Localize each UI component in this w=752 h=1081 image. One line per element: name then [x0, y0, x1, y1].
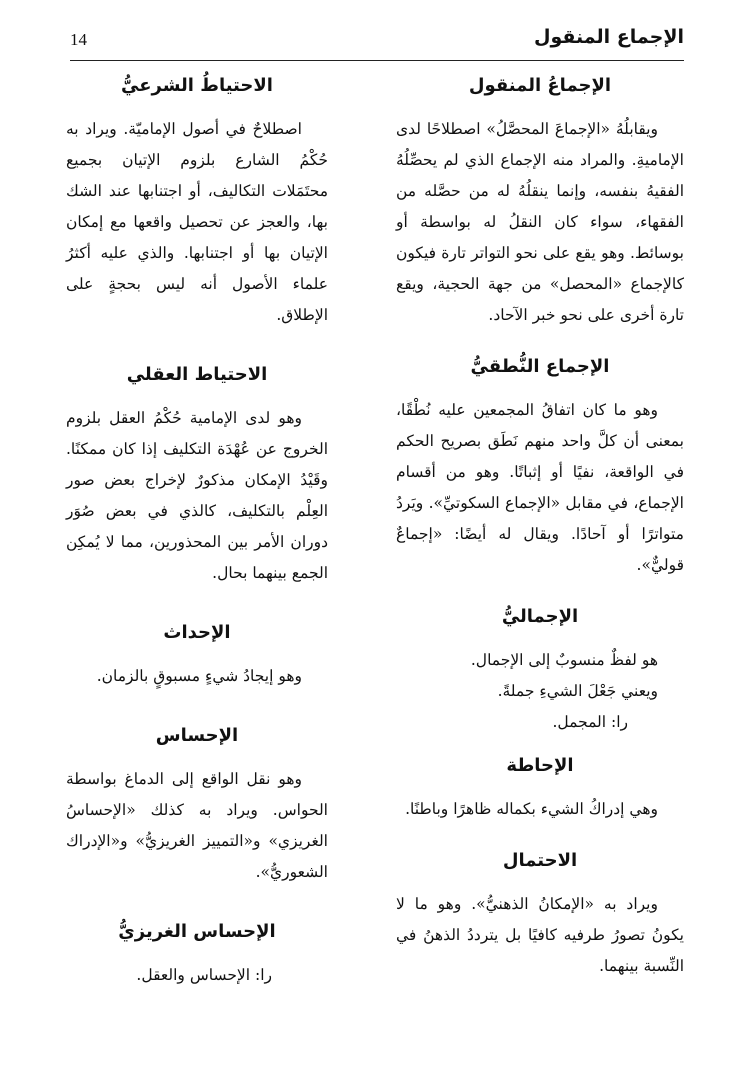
entry-title-ihata: الإحاطة	[506, 755, 574, 776]
entry-ref-ihsas-gharizi: را: الإحساس والعقل.	[136, 966, 272, 984]
entry-body-ihsas: وهو نقل الواقع إلى الدماغ بواسطة الحواس. ويراد به كذلك «الإحساسُ الغريزي» و«التمييز الغريزيُّ» و«الإدراك الشعوريُّ».	[66, 770, 328, 881]
entry-body-ihtiyat-aqli: وهو لدى الإمامية حُكْمُ العقل بلزوم الخروج عن عُهْدَة التكليف إذا كان ممكنًا. وقَيْدُ الإمكان مذكورٌ لإخراج بعض صور العِلْم بالتكليف، كالذي في بعض صُوَر دوران الأمر بين المحذورين، مما لا يُمكِن الجمع بينهما بحال.	[66, 409, 328, 582]
entry-title-ihdath: الإحداث	[163, 622, 231, 643]
entry-title-ijma-manqul: الإجماعُ المنقول	[468, 75, 612, 96]
entry-body-ihata: وهي إدراكُ الشيء بكماله ظاهرًا وباطنًا.	[405, 800, 658, 818]
entry-body-ihtiyat-shari: اصطلاحٌ في أصول الإماميّة. ويراد به حُكْمُ الشارع بلزوم الإتيان بجميع محتَمَلات التكاليف، أو اجتنابها عند الشك بها، والعجز عن تحصيل واقعها مع إمكان الإتيان بها أو اجتنابها. والذي عليه أكثرُ علماء الأصول أنه ليس بحجةٍ على الإطلاق.	[66, 120, 328, 324]
right-column	[396, 72, 684, 982]
entry-title-ihsas-gharizi: الإحساس الغريزيُّ	[118, 921, 276, 942]
running-title: الإجماع المنقول	[533, 26, 684, 48]
entry-title-ijma-nutqi: الإجماع النُّطقيُّ	[470, 356, 610, 377]
entry-title-ihtiyat-shari: الاحتياطُ الشرعيُّ	[121, 75, 273, 96]
entry-title-ihtiyat-aqli: الاحتياط العقلي	[126, 364, 268, 385]
entry-body-ihtimal: ويراد به «الإمكانُ الذهنيُّ». وهو ما لا يكونُ تصورُ طرفيه كافيًا بل يترددُ الذهنُ في النِّسبة بينهما.	[396, 895, 684, 975]
entry-title-ijmali: الإجماليُّ	[501, 606, 579, 627]
entry-body-ijmali-2: ويعني جَعْلَ الشيءِ جملةً.	[497, 682, 658, 700]
entry-ref-ijmali: را: المجمل.	[552, 713, 628, 731]
entry-body-ijma-manqul: ويقابلُهُ «الإجماعَ المحصَّلُ» اصطلاحًا لدى الإماميةِ. والمراد منه الإجماع الذي لم يحصِّلُهُ الفقيهُ بنفسه، وإنما ينقلُهُ له من حصَّله من الفقهاء، سواء كان النقلُ له بواسطة أو بوسائط. وهو يقع على نحو التواتر تارة فيكون كالإجماع «المحصل» من جهة الحجية، ويقع تارة أخرى على نحو خبر الآحاد.	[396, 120, 684, 324]
entry-body-ijmali-1: هو لفظٌ منسوبٌ إلى الإجمال.	[470, 651, 658, 669]
entry-body-ijma-nutqi: وهو ما كان اتفاقُ المجمعين عليه نُطْقًا، بمعنى أن كلَّ واحد منهم نَطَق بصريح الحكم في الواقعة، نفيًا أو إثباتًا. وهو من أقسام الإجماع، في مقابل «الإجماع السكوتيِّ». ويَردُ متواترًا أو آحادًا. ويقال له أيضًا: «إجماعٌ قوليٌّ».	[396, 401, 684, 574]
entry-title-ihtimal: الاحتمال	[502, 850, 578, 871]
entry-body-ihdath: وهو إيجادُ شيءٍ مسبوقٍ بالزمان.	[96, 667, 302, 685]
page-number: 14	[70, 30, 87, 49]
left-column	[66, 72, 328, 991]
entry-title-ihsas: الإحساس	[155, 725, 239, 746]
page-header	[70, 20, 684, 61]
